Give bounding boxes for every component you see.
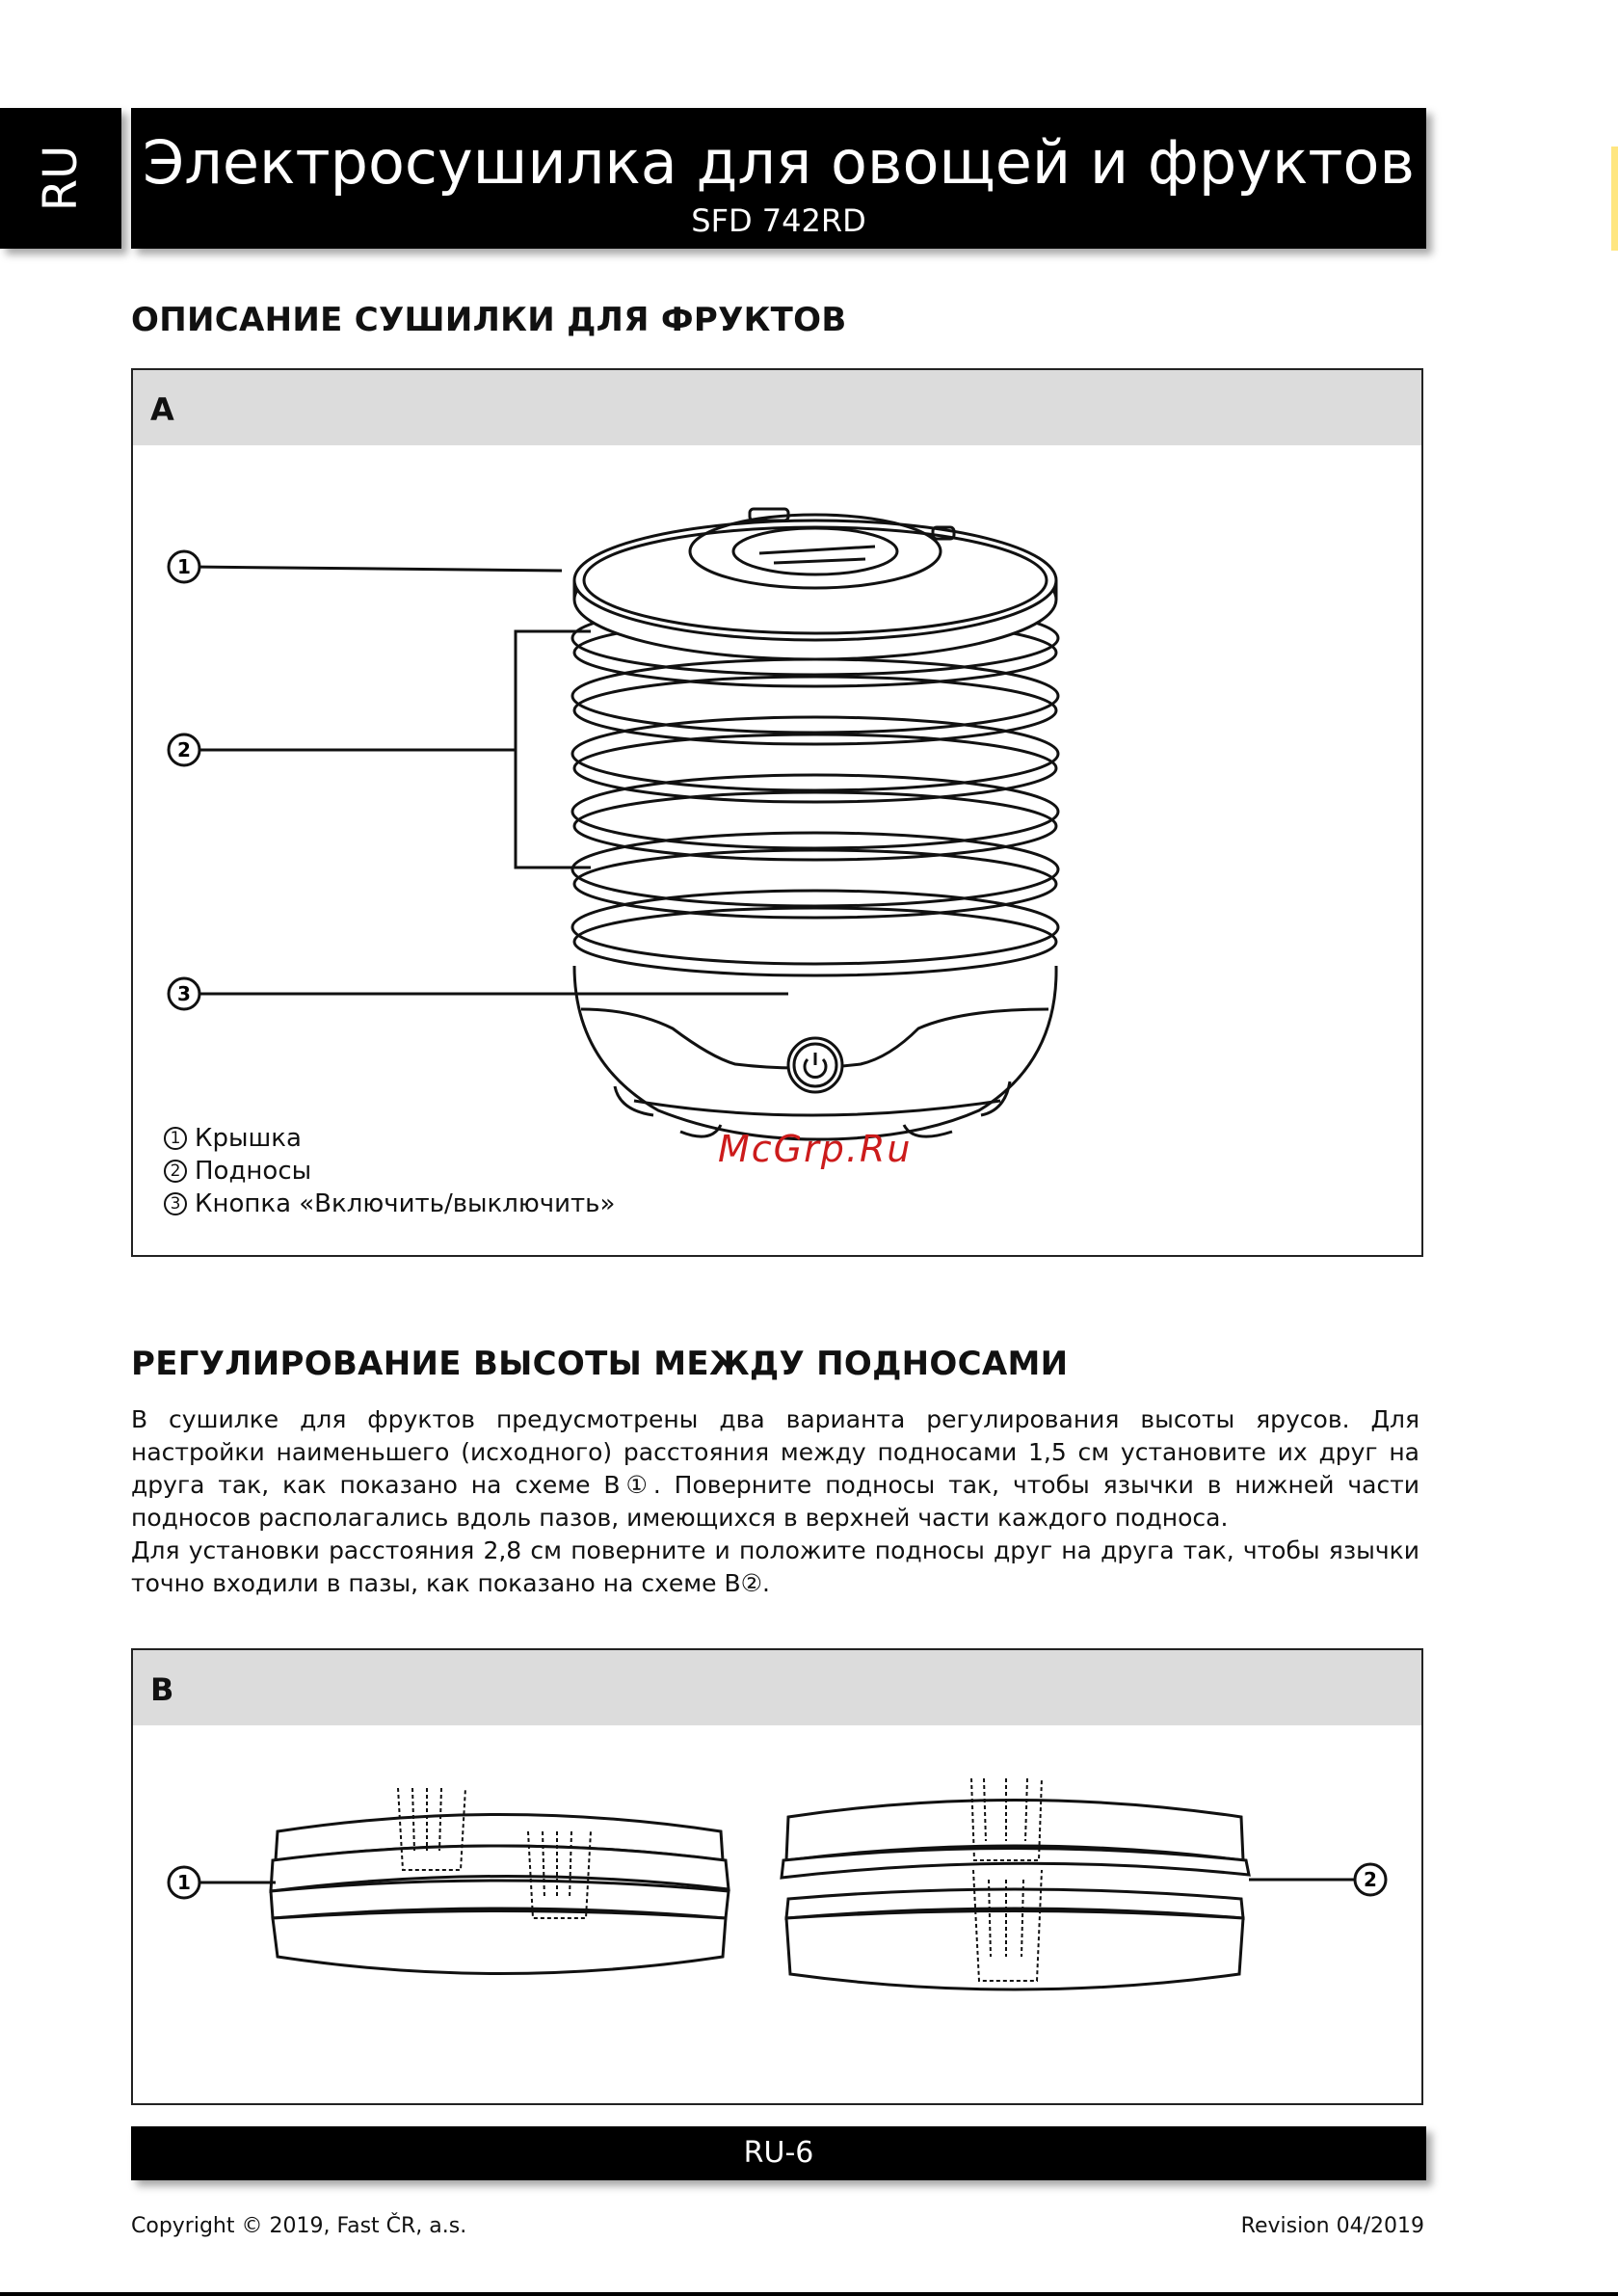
document-title: Электросушилка для овощей и фруктов xyxy=(142,127,1416,198)
tray-stack-1 xyxy=(271,1788,729,1974)
callout-b1 xyxy=(169,1867,199,1898)
tray-stack-2 xyxy=(782,1778,1249,1989)
header-bar xyxy=(131,108,1426,249)
model-number: SFD 742RD xyxy=(691,202,866,239)
callout-2-number: 2 xyxy=(177,738,191,761)
instructions-paragraph-2: Для установки расстояния 2,8 см поверните и положите подносы друг на друга так, чтобы язычки точно входили в пазы, как показано на схеме B②. xyxy=(131,1536,1419,1597)
legend-text: Крышка xyxy=(195,1124,302,1153)
watermark: McGrp.Ru xyxy=(718,1128,913,1170)
legend-text: Кнопка «Включить/выключить» xyxy=(195,1189,616,1218)
legend-item xyxy=(164,1155,615,1188)
language-tab xyxy=(0,108,121,249)
callout-1-number: 1 xyxy=(177,555,191,578)
tray-stacking-illustration xyxy=(133,1725,1421,2101)
figure-b-label-bar xyxy=(133,1650,1421,1725)
instructions-paragraph-1: В сушилке для фруктов предусмотрены два варианта регулирования высоты ярусов. Для настройки наименьшего (исходного) расстояния между подносами 1,5 см установите их друг на друга так, как показано на схеме B①. Поверните подносы так, чтобы язычки в нижней части подносов располагались вдоль пазов, имеющихся в верхней части каждого подноса. xyxy=(131,1405,1419,1532)
copyright: Copyright © 2019, Fast ČR, a.s. xyxy=(131,2214,467,2238)
bottom-rule xyxy=(0,2292,1618,2296)
callout-2 xyxy=(169,734,199,765)
callout-3 xyxy=(169,978,199,1009)
figure-b-label: B xyxy=(150,1671,174,1708)
revision: Revision 04/2019 xyxy=(1240,2214,1424,2238)
callout-b2 xyxy=(1355,1864,1386,1895)
legend-text: Подносы xyxy=(195,1157,312,1186)
figure-a-label-bar xyxy=(133,370,1421,445)
callout-1 xyxy=(169,551,199,582)
figure-a-label: A xyxy=(150,391,174,428)
instructions-text xyxy=(131,1403,1419,1600)
figure-a-legend xyxy=(164,1122,615,1220)
page-edge-accent xyxy=(1611,147,1618,251)
legend-number: 2 xyxy=(164,1160,187,1183)
page-number: RU-6 xyxy=(743,2136,814,2170)
dryer-lid xyxy=(574,509,1056,659)
power-icon xyxy=(788,1038,842,1092)
legend-item xyxy=(164,1122,615,1155)
figure-a xyxy=(131,368,1423,1257)
section-heading-height: РЕГУЛИРОВАНИЕ ВЫСОТЫ МЕЖДУ ПОДНОСАМИ xyxy=(131,1345,1069,1383)
language-code: RU xyxy=(34,145,88,212)
callout-3-number: 3 xyxy=(177,982,191,1005)
legend-number: 1 xyxy=(164,1127,187,1150)
callout-b1-number: 1 xyxy=(177,1871,191,1894)
callout-b2-number: 2 xyxy=(1364,1868,1377,1891)
legend-number: 3 xyxy=(164,1192,187,1215)
section-heading-description: ОПИСАНИЕ СУШИЛКИ ДЛЯ ФРУКТОВ xyxy=(131,301,847,339)
legend-item xyxy=(164,1188,615,1220)
figure-b xyxy=(131,1648,1423,2105)
footer-bar xyxy=(131,2126,1426,2180)
